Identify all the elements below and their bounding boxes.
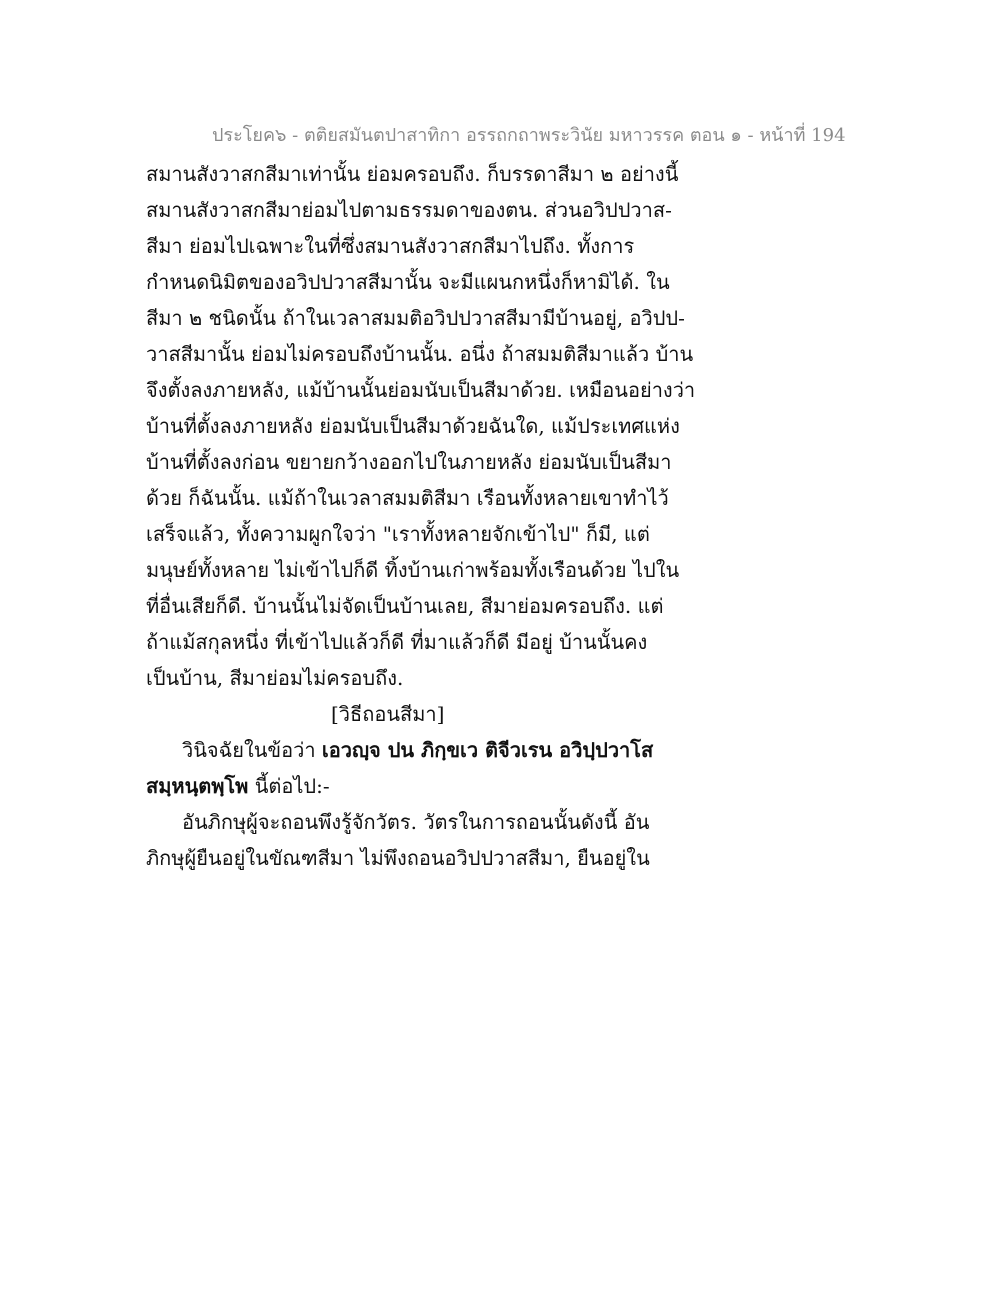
text-line: ที่อื่นเสียก็ดี. บ้านนั้นไม่จัดเป็นบ้านเลย, สีมาย่อมครอบถึง. แต่ <box>146 594 664 618</box>
text-line: ถ้าแม้สกุลหนึ่ง ที่เข้าไปแล้วก็ดี ที่มาแล้วก็ดี มีอยู่ บ้านนั้นคง <box>146 630 648 654</box>
text-line: กำหนดนิมิตของอวิปปวาสสีมานั้น จะมีแผนกหนึ่งก็หามิได้. ใน <box>146 270 670 294</box>
text-line: สีมา ๒ ชนิดนั้น ถ้าในเวลาสมมติอวิปปวาสสีมามีบ้านอยู่, อวิปป- <box>146 306 685 330</box>
text-line: สมานสังวาสกสีมาเท่านั้น ย่อมครอบถึง. ก็บรรดาสีมา ๒ อย่างนี้ <box>146 162 679 186</box>
pali-quote: สมฺหนฺตพฺโพ <box>146 774 249 798</box>
text-line: เสร็จแล้ว, ทั้งความผูกใจว่า "เราทั้งหลายจักเข้าไป" ก็มี, แต่ <box>146 522 650 546</box>
section-heading: [วิธีถอนสีมา] <box>331 702 445 726</box>
text-line: บ้านที่ตั้งลงภายหลัง ย่อมนับเป็นสีมาด้วยฉันใด, แม้ประเทศแห่ง <box>146 414 680 438</box>
running-header: ประโยค๖ - ตติยสมันตปาสาทิกา อรรถกถาพระวินัย มหาวรรค ตอน ๑ - หน้าที่ 194 <box>212 125 846 146</box>
body-text <box>146 156 846 876</box>
text-line: บ้านที่ตั้งลงก่อน ขยายกว้างออกไปในภายหลัง ย่อมนับเป็นสีมา <box>146 450 672 474</box>
text-line: ด้วย ก็ฉันนั้น. แม้ถ้าในเวลาสมมติสีมา เรือนทั้งหลายเขาทำไว้ <box>146 486 669 510</box>
text-line <box>146 768 846 804</box>
paragraph-1 <box>146 156 846 696</box>
text-line <box>146 732 846 768</box>
text-line: สมานสังวาสกสีมาย่อมไปตามธรรมดาของตน. ส่วนอวิปปวาส- <box>146 198 672 222</box>
text-line: วาสสีมานั้น ย่อมไม่ครอบถึงบ้านนั้น. อนึ่ง ถ้าสมมติสีมาแล้ว บ้าน <box>146 342 694 366</box>
text-line: จึงตั้งลงภายหลัง, แม้บ้านนั้นย่อมนับเป็นสีมาด้วย. เหมือนอย่างว่า <box>146 378 696 402</box>
text-line: อันภิกษุผู้จะถอนพึงรู้จักวัตร. วัตรในการถอนนั้นดังนี้ อัน <box>182 810 650 834</box>
paragraph-2 <box>146 732 846 804</box>
text-span: นี้ต่อไป:- <box>248 774 330 798</box>
text-line: เป็นบ้าน, สีมาย่อมไม่ครอบถึง. <box>146 666 404 690</box>
text-span: วินิจฉัยในข้อว่า <box>182 738 322 762</box>
pali-quote: เอวญฺจ ปน ภิกฺขเว ติจีวเรน อวิปฺปวาโส <box>321 738 654 762</box>
text-line: สีมา ย่อมไปเฉพาะในที่ซึ่งสมานสังวาสกสีมาไปถึง. ทั้งการ <box>146 234 635 258</box>
text-line: มนุษย์ทั้งหลาย ไม่เข้าไปก็ดี ทิ้งบ้านเก่าพร้อมทั้งเรือนด้วย ไปใน <box>146 558 680 582</box>
text-line: ภิกษุผู้ยืนอยู่ในขัณฑสีมา ไม่พึงถอนอวิปปวาสสีมา, ยืนอยู่ใน <box>146 846 650 870</box>
paragraph-3 <box>146 804 846 876</box>
